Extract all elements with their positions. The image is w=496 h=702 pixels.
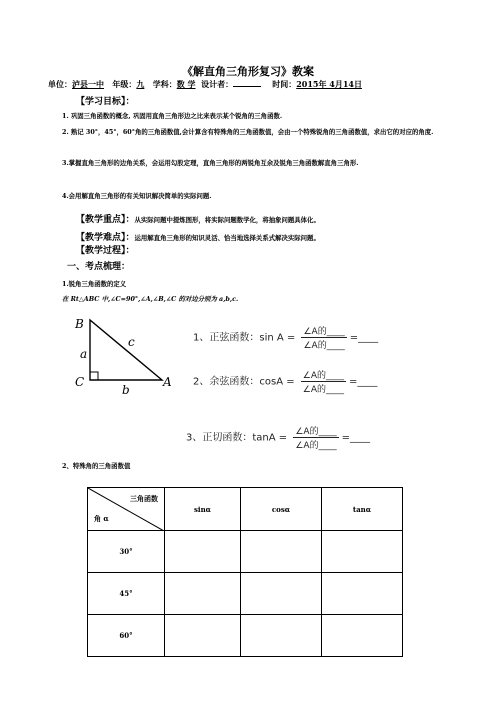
table-header-row (88, 488, 403, 531)
unit-label: 单位： (48, 79, 72, 89)
cell-tan-45[interactable] (322, 573, 403, 615)
triangle-shape (90, 320, 162, 380)
difficulty-text: 运用解直角三角形的知识灵活、恰当地选择关系式解决实际问题。 (134, 234, 320, 242)
cell-sin-45[interactable] (165, 573, 241, 615)
table-row (88, 615, 403, 657)
goal-item-3: 3.掌握直角三角形的边角关系，会运用勾股定理，直角三角形的两锐角互余及锐角三角函数解直角三角形. (62, 159, 359, 167)
vertex-a-label: A (163, 375, 172, 389)
formula-cos-label: 2、余弦函数： (193, 376, 260, 388)
cell-sin-60[interactable] (165, 615, 241, 657)
time-value: 2015年 4月14日 (296, 79, 362, 89)
designer-blank (233, 80, 261, 87)
corner-bottom-label: 角 α (94, 514, 109, 523)
cell-cos-45[interactable] (241, 573, 322, 615)
corner-top-label: 三角函数 (130, 494, 158, 503)
formula-cos (193, 368, 377, 395)
cell-cos-60[interactable] (241, 615, 322, 657)
goal-item-2: 2. 熟记 30°，45°，60°角的三角函数值,会计算含有特殊角的三角函数值，会由一个特殊锐角的三角函数值，求出它的对应的角度. (62, 128, 434, 136)
goals-heading: 【学习目标】： (76, 97, 135, 107)
formula-sin-lhs: sin A = (259, 332, 296, 344)
side-a-label: a (80, 347, 88, 361)
row-label-30: 30° (88, 531, 165, 573)
formula-tan-rhs: =____ (341, 432, 370, 444)
meta-line (48, 79, 362, 90)
formula-sin-num: ∠A的____ (301, 324, 346, 338)
subsection-2: 2、特殊角的三角函数值 (62, 462, 131, 470)
cell-tan-60[interactable] (322, 615, 403, 657)
right-triangle-figure (70, 314, 180, 396)
vertex-b-label: B (75, 317, 84, 331)
goal-item-1: 1. 巩固三角函数的概念, 巩固用直角三角形边之比来表示某个锐角的三角函数. (62, 112, 283, 120)
side-b-label: b (122, 383, 130, 396)
formula-tan-lhs: tanA = (252, 432, 288, 444)
table-row (88, 531, 403, 573)
formula-sin (193, 324, 378, 351)
formula-sin-label: 1、正弦函数： (193, 332, 260, 344)
cell-tan-30[interactable] (322, 531, 403, 573)
key-point-text: 从实际问题中提炼图形，将实际问题数学化，将抽象问题具体化。 (134, 216, 320, 224)
difficulty (76, 225, 320, 245)
formula-sin-den: ∠A的____ (303, 341, 345, 351)
key-point-heading: 【教学重点】： (76, 215, 135, 225)
formula-tan-label: 3、正切函数： (186, 432, 253, 444)
process-heading: 【教学过程】： (76, 246, 135, 256)
subject-value: 数 学 (176, 79, 196, 89)
formula-tan (186, 424, 370, 451)
formula-cos-den: ∠A的____ (302, 385, 345, 395)
cell-cos-30[interactable] (241, 531, 322, 573)
cell-sin-30[interactable] (165, 531, 241, 573)
formula-tan-num: ∠A的____ (293, 424, 338, 438)
goal-item-4: 4.会用解直角三角形的有关知识解决简单的实际问题. (62, 192, 212, 200)
unit-value: 泸县一中 (72, 79, 104, 89)
key-point (76, 207, 320, 227)
designer-label: 设计者： (201, 79, 234, 89)
subsection-1: 1.锐角三角函数的定义 (62, 280, 127, 288)
subject-label: 学科： (152, 79, 177, 89)
formula-cos-num: ∠A的____ (301, 368, 346, 382)
header-cos: cosα (241, 488, 322, 531)
difficulty-heading: 【教学难点】： (76, 233, 135, 243)
row-label-45: 45° (88, 573, 165, 615)
vertex-c-label: C (75, 375, 85, 389)
formula-cos-rhs: =____ (349, 376, 378, 388)
header-sin: sinα (165, 488, 241, 531)
row-label-60: 60° (88, 615, 165, 657)
subsection-1-text: 在 Rt△ABC 中,∠C=90°,∠A,∠B,∠C 的对边分别为 a,b,c. (62, 295, 239, 303)
header-tan: tanα (322, 488, 403, 531)
formula-sin-rhs: =____ (349, 332, 379, 344)
grade-value: 九 (136, 79, 145, 89)
table-corner-cell (88, 488, 165, 531)
side-c-label: c (128, 335, 135, 349)
formula-tan-den: ∠A的____ (295, 441, 337, 451)
time-label: 时间： (272, 79, 297, 89)
grade-label: 年级： (112, 79, 137, 89)
table-row (88, 573, 403, 615)
review-heading: 一、考点梳理： (67, 262, 131, 272)
special-angle-table (87, 487, 403, 657)
page-title: 《解直角三角形复习》教案 (182, 65, 314, 78)
right-angle-mark (90, 372, 98, 380)
formula-cos-lhs: cosA = (259, 376, 295, 388)
